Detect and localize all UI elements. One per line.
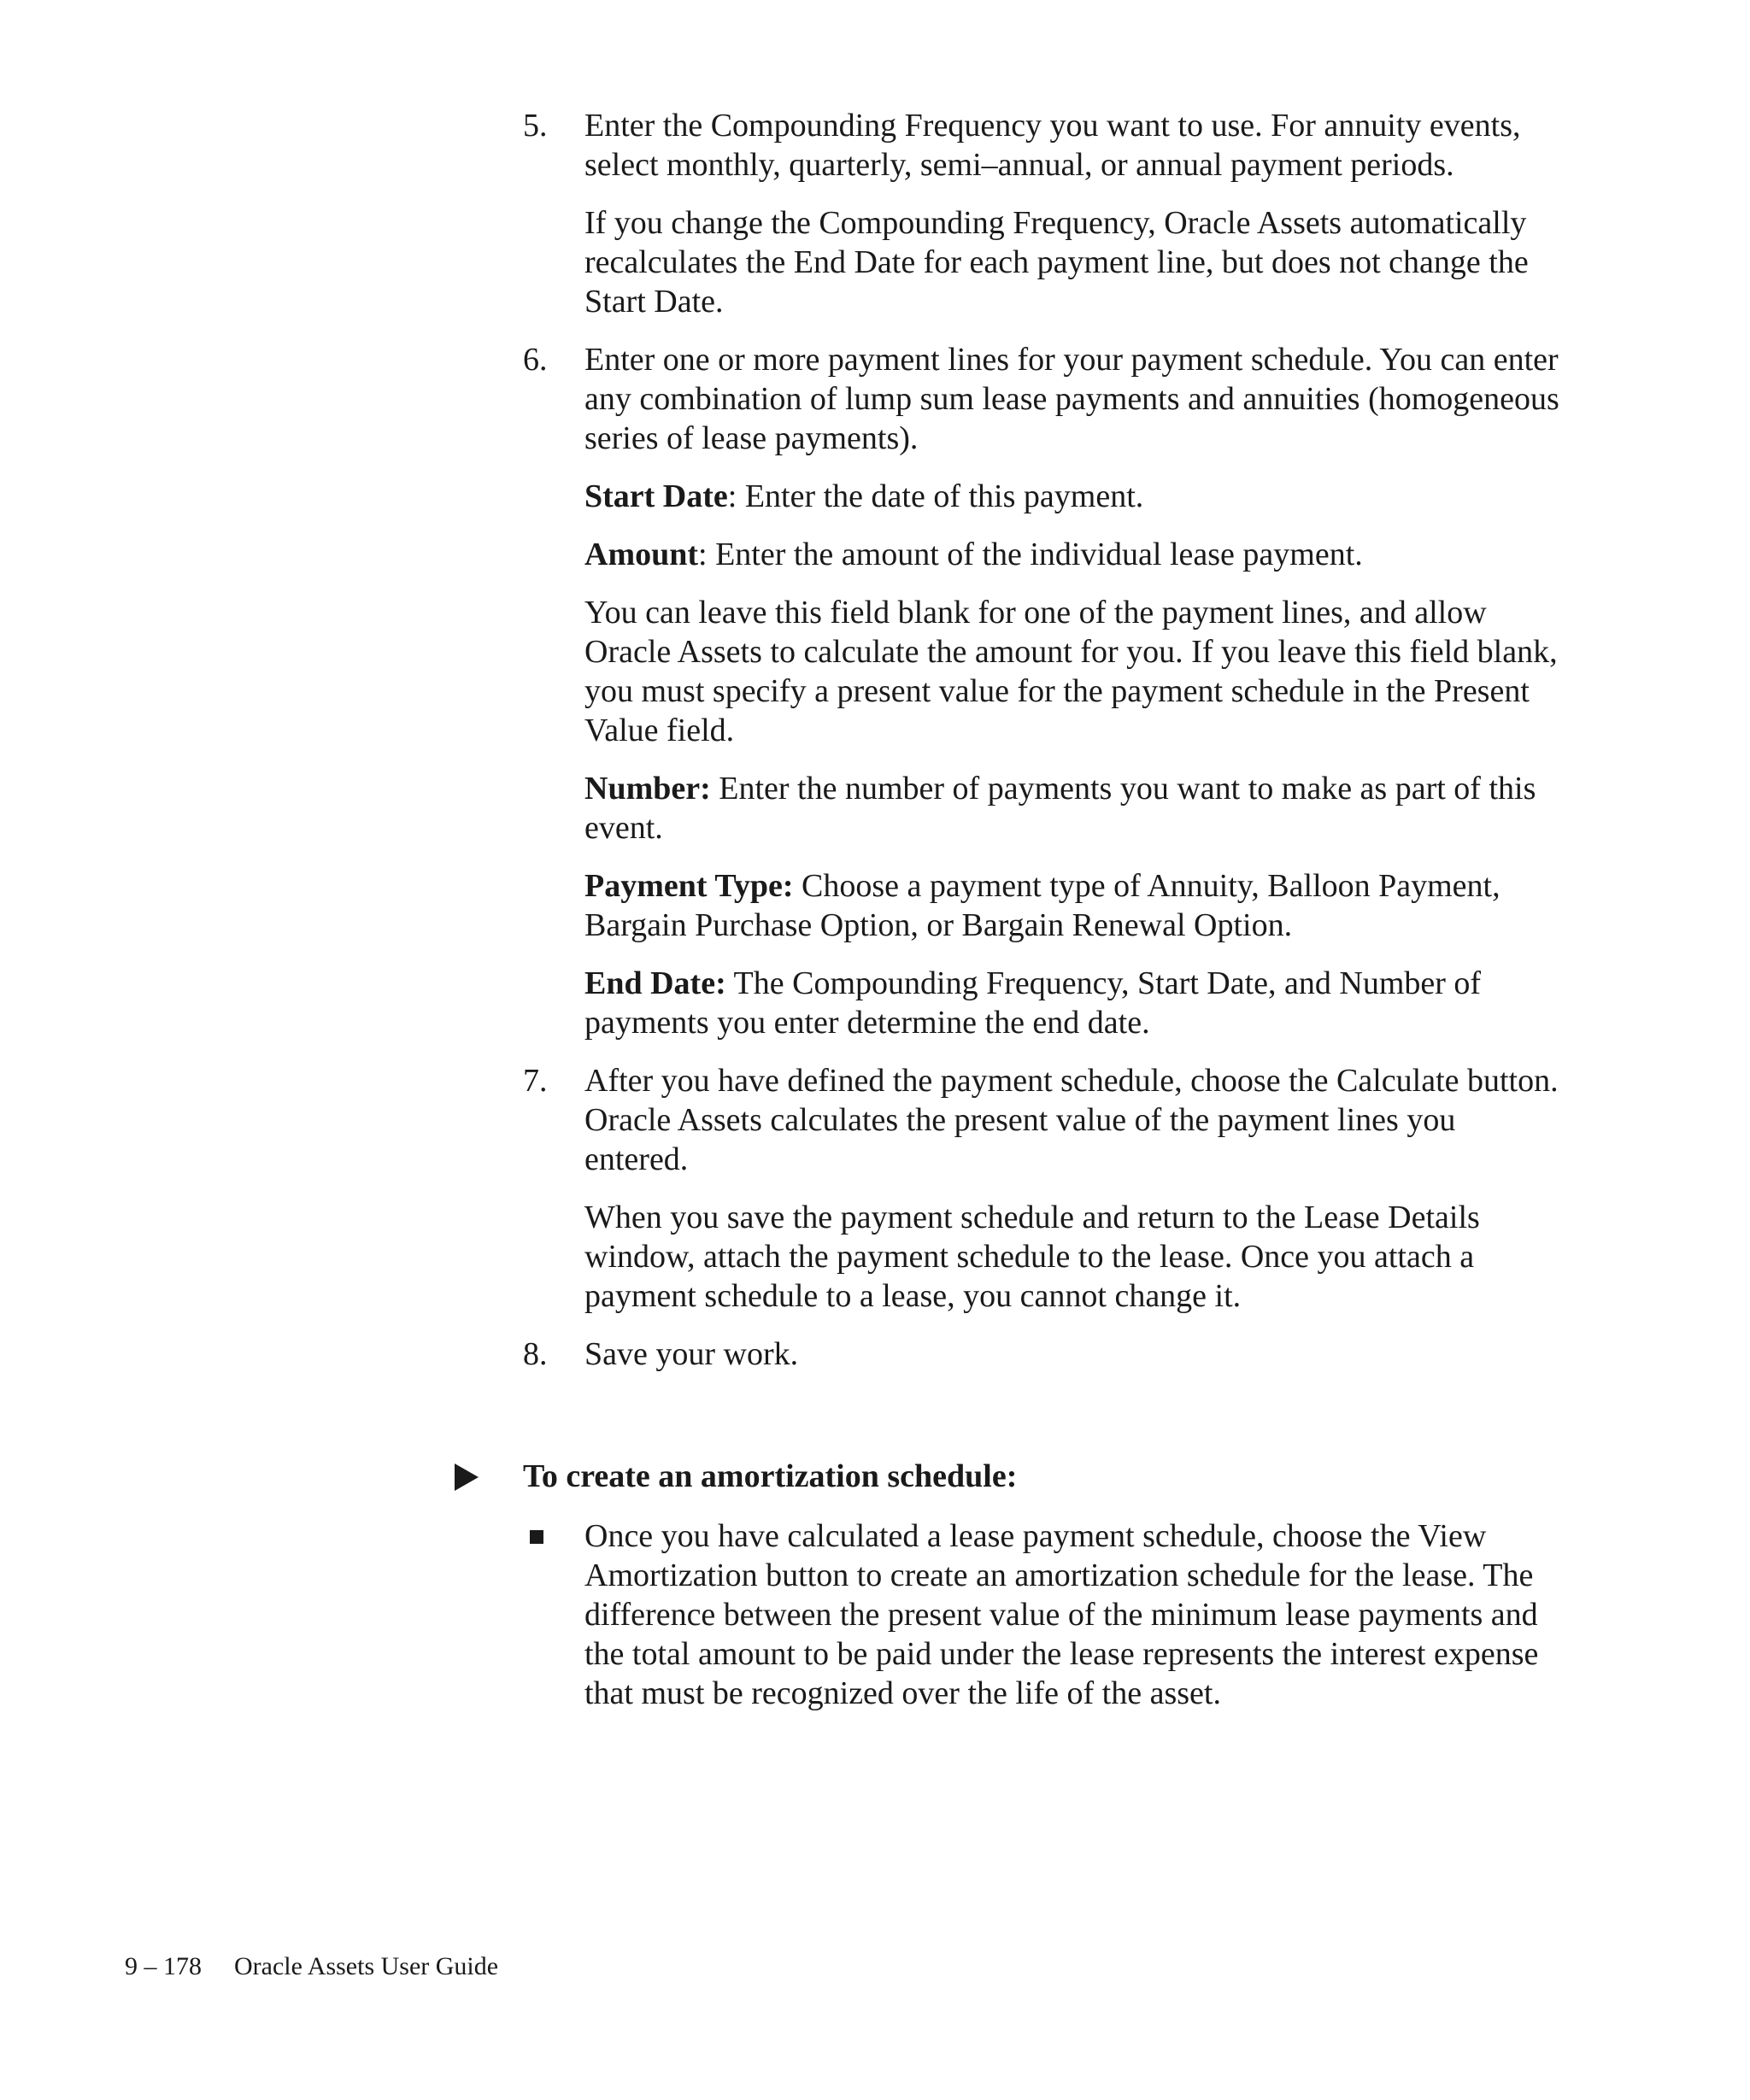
step-paragraph: Save your work. [584, 1336, 799, 1372]
field-description-start-date [584, 477, 1567, 516]
field-description-end-date [584, 964, 1567, 1042]
field-label: Payment Type: [584, 868, 794, 904]
procedure-heading-text: To create an amortization schedule: [523, 1458, 1018, 1494]
step-number: 5. [523, 108, 548, 144]
field-text: Choose a payment type of Annuity, Balloon Payment, Bargain Purchase Option, or Bargain Renewal Option. [584, 868, 1500, 943]
square-bullet-icon [530, 1530, 543, 1544]
field-text: The Compounding Frequency, Start Date, and Number of payments you enter determine the end date. [584, 965, 1482, 1041]
page-footer [125, 1951, 498, 1982]
step-paragraph: After you have defined the payment schedule, choose the Calculate button. Oracle Assets calculates the present value of the payment lines you entered. [584, 1063, 1559, 1177]
steps-list [523, 106, 1565, 1393]
field-label: End Date: [584, 965, 726, 1001]
triangle-right-icon [455, 1464, 479, 1491]
step-7 [523, 1061, 1565, 1316]
step-paragraph: Enter the Compounding Frequency you want to use. For annuity events, select monthly, quarterly, semi–annual, or annual payment periods. [584, 108, 1521, 183]
step-5 [523, 106, 1565, 321]
step-8 [523, 1334, 1565, 1374]
procedure-bullet-text: Once you have calculated a lease payment schedule, choose the View Amortization button to create an amortization schedule for the lease. The difference between the present value of the minimum lease payments and the total amount to be paid under the lease represents the interest expense that must be recognized over the life of the asset. [584, 1518, 1539, 1711]
step-number: 7. [523, 1063, 548, 1099]
field-label: Number: [584, 771, 711, 807]
field-text: : Enter the amount of the individual lease payment. [698, 537, 1363, 572]
step-number: 8. [523, 1336, 548, 1372]
step-paragraph: Enter one or more payment lines for your payment schedule. You can enter any combination of lump sum lease payments and annuities (homogeneous series of lease payments). [584, 342, 1559, 456]
field-text: Enter the number of payments you want to make as part of this event. [584, 771, 1536, 846]
book-title: Oracle Assets User Guide [234, 1952, 499, 1980]
field-label: Start Date [584, 478, 728, 514]
step-paragraph: If you change the Compounding Frequency, Oracle Assets automatically recalculates the End Date for each payment line, but does not change the Start Date. [584, 205, 1529, 320]
field-description-number [584, 769, 1567, 848]
step-paragraph: You can leave this field blank for one of the payment lines, and allow Oracle Assets to calculate the amount for you. If you leave this field blank, you must specify a present value for the payment schedule in the Present Value field. [584, 595, 1558, 748]
step-number: 6. [523, 342, 548, 378]
step-paragraph: When you save the payment schedule and return to the Lease Details window, attach the payment schedule to the lease. Once you attach a payment schedule to a lease, you cannot change it. [584, 1200, 1480, 1314]
field-text: : Enter the date of this payment. [727, 478, 1144, 514]
field-description-amount [584, 535, 1567, 574]
step-6 [523, 340, 1565, 1042]
page-number: 9 – 178 [125, 1952, 202, 1980]
field-description-payment-type [584, 866, 1567, 945]
field-label: Amount [584, 537, 699, 572]
procedure-bullet [523, 1516, 1565, 1745]
